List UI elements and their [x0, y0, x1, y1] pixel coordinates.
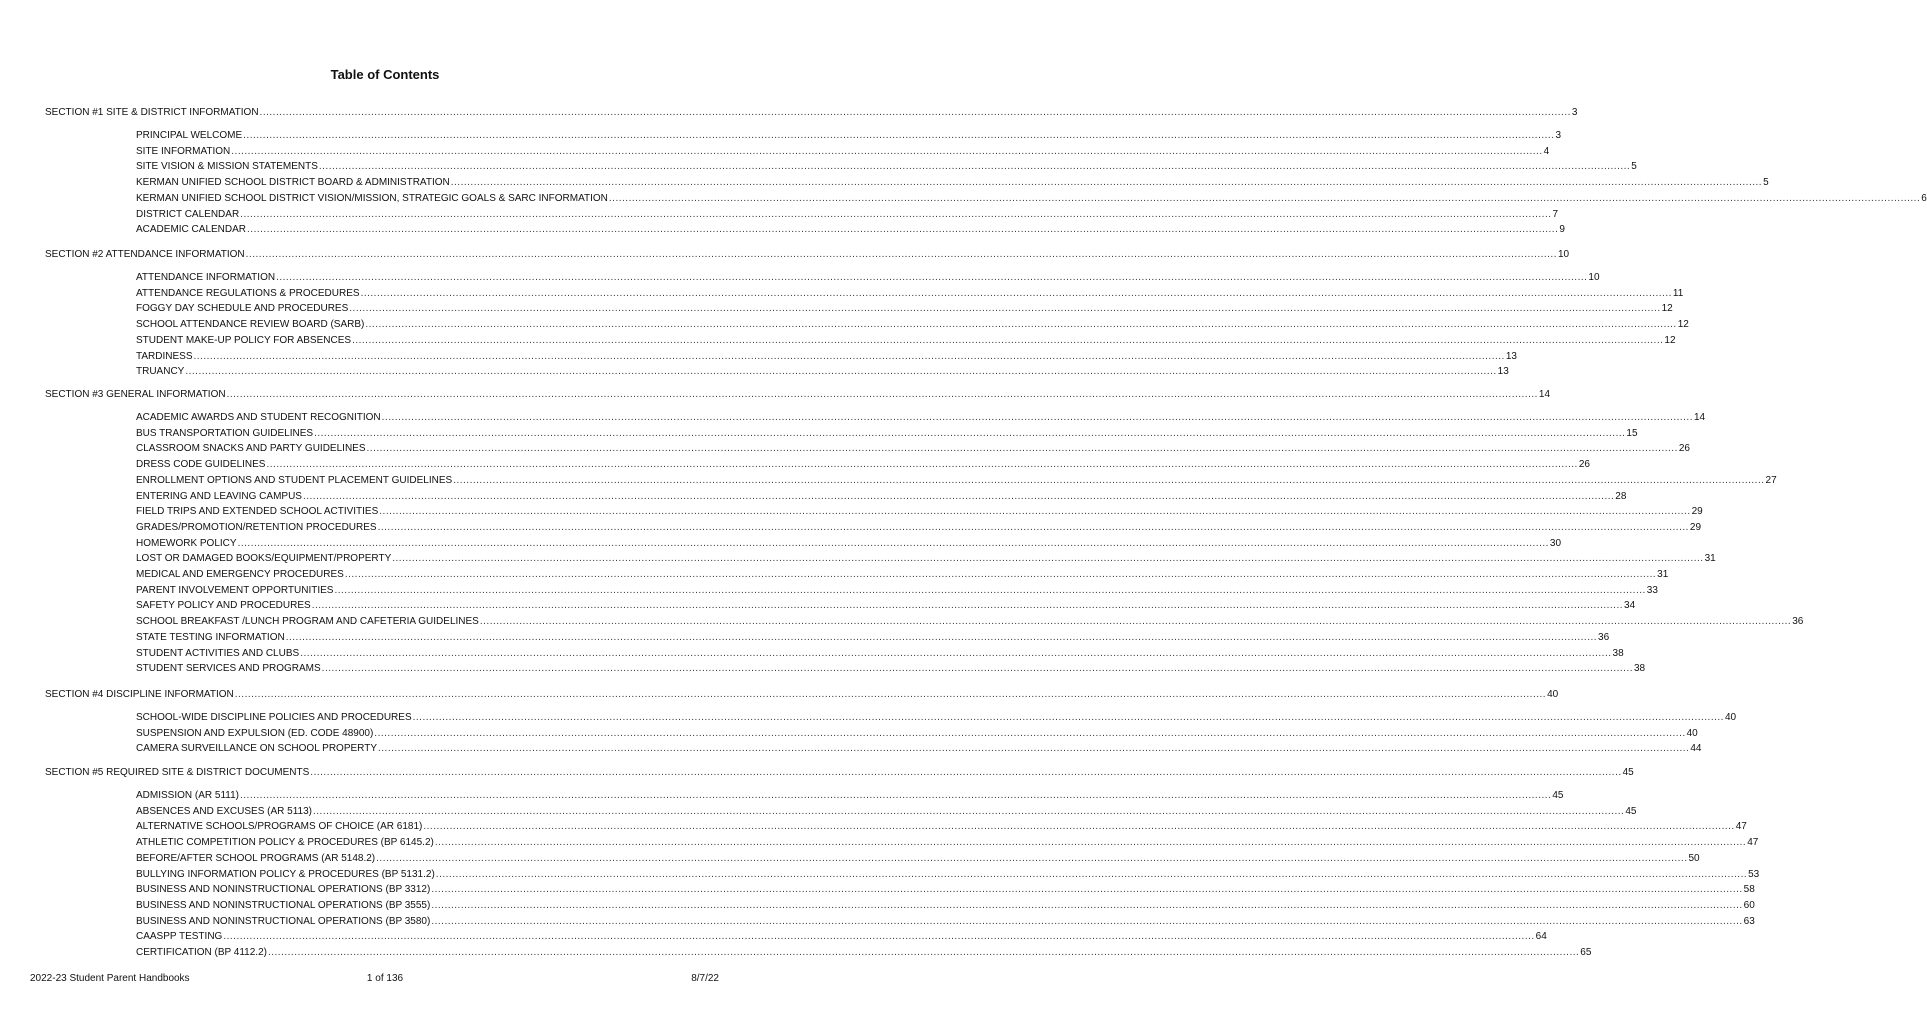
toc-entry-page-number: 28	[1615, 491, 1627, 502]
toc-entry-page-number: 12	[1664, 335, 1676, 346]
toc-entry-label: SITE INFORMATION	[136, 146, 231, 157]
toc-entry-page-number: 38	[1634, 663, 1646, 674]
toc-entry-page-number: 13	[1505, 351, 1517, 362]
dot-leader: ................................................................................................................................................................................................................................................................................................................................................................................................................	[276, 272, 1588, 283]
toc-entry-label: PRINCIPAL WELCOME	[136, 130, 243, 141]
toc-entry-page-number: 33	[1646, 585, 1658, 596]
dot-leader: ................................................................................................................................................................................................................................................................................................................................................................................................................	[314, 428, 1626, 439]
toc-entry[interactable]	[136, 585, 1658, 597]
toc-entry-label: KERMAN UNIFIED SCHOOL DISTRICT VISION/MISSION, STRATEGIC GOALS & SARC INFORMATION	[136, 193, 608, 204]
toc-entry[interactable]	[136, 728, 1698, 740]
toc-entry[interactable]	[136, 209, 1559, 221]
toc-entry-label: GRADES/PROMOTION/RETENTION PROCEDURES	[136, 522, 377, 533]
dot-leader: ................................................................................................................................................................................................................................................................................................................................................................................................................	[240, 790, 1552, 801]
toc-entry-label: BUSINESS AND NONINSTRUCTIONAL OPERATIONS (BP 3555)	[136, 900, 431, 911]
toc-entry[interactable]	[136, 837, 1759, 849]
toc-entry-page-number: 40	[1724, 712, 1737, 723]
toc-entry[interactable]	[136, 303, 1673, 315]
toc-entry[interactable]	[136, 459, 1590, 471]
toc-entry-label: TARDINESS	[136, 351, 193, 362]
dot-leader: ................................................................................................................................................................................................................................................................................................................................................................................................................	[266, 459, 1578, 470]
toc-entry-page-number: 60	[1743, 900, 1755, 911]
dot-leader: ................................................................................................................................................................................................................................................................................................................................................................................................................	[318, 161, 1631, 172]
toc-entry-label: SCHOOL ATTENDANCE REVIEW BOARD (SARB)	[136, 319, 365, 330]
toc-entry-label: SCHOOL-WIDE DISCIPLINE POLICIES AND PROCEDURES	[136, 712, 412, 723]
toc-entry-label: ALTERNATIVE SCHOOLS/PROGRAMS OF CHOICE (AR 6181)	[136, 821, 423, 832]
dot-leader: ................................................................................................................................................................................................................................................................................................................................................................................................................	[352, 335, 1664, 346]
toc-entry[interactable]	[136, 790, 1564, 802]
toc-entry-page-number: 10	[1588, 272, 1600, 283]
toc-section-entry-label: SECTION #1 SITE & DISTRICT INFORMATION	[45, 107, 259, 118]
toc-entry-label: STUDENT ACTIVITIES AND CLUBS	[136, 648, 300, 659]
toc-entry-label: STUDENT MAKE-UP POLICY FOR ABSENCES	[136, 335, 352, 346]
dot-leader: ................................................................................................................................................................................................................................................................................................................................................................................................................	[608, 193, 1921, 204]
page-title: Table of Contents	[330, 67, 440, 82]
dot-leader: ................................................................................................................................................................................................................................................................................................................................................................................................................	[431, 900, 1743, 911]
toc-entry-page-number: 30	[1549, 538, 1562, 549]
dot-leader: ................................................................................................................................................................................................................................................................................................................................................................................................................	[226, 389, 1538, 400]
toc-entry-page-number: 5	[1763, 177, 1769, 188]
toc-entry-label: MEDICAL AND EMERGENCY PROCEDURES	[136, 569, 344, 580]
dot-leader: ................................................................................................................................................................................................................................................................................................................................................................................................................	[435, 869, 1748, 880]
dot-leader: ................................................................................................................................................................................................................................................................................................................................................................................................................	[431, 884, 1743, 895]
toc-entry-page-number: 38	[1612, 648, 1624, 659]
toc-entry-page-number: 47	[1735, 821, 1747, 832]
dot-leader: ................................................................................................................................................................................................................................................................................................................................................................................................................	[240, 209, 1552, 220]
toc-entry[interactable]	[136, 616, 1804, 628]
toc-entry-page-number: 7	[1552, 209, 1559, 220]
toc-entry[interactable]	[136, 600, 1636, 612]
toc-entry-label: BULLYING INFORMATION POLICY & PROCEDURES (BP 5131.2)	[136, 869, 435, 880]
dot-leader: ................................................................................................................................................................................................................................................................................................................................................................................................................	[366, 443, 1678, 454]
dot-leader: ................................................................................................................................................................................................................................................................................................................................................................................................................	[381, 412, 1693, 423]
toc-entry[interactable]	[136, 272, 1600, 284]
dot-leader: ................................................................................................................................................................................................................................................................................................................................................................................................................	[431, 916, 1743, 927]
toc-entry-page-number: 6	[1921, 193, 1927, 204]
toc-entry-page-number: 34	[1624, 600, 1636, 611]
toc-entry-page-number: 29	[1691, 506, 1703, 517]
toc-entry-label: ADMISSION (AR 5111)	[136, 790, 239, 801]
toc-entry[interactable]	[136, 931, 1547, 943]
toc-entry[interactable]	[136, 884, 1755, 896]
dot-leader: ................................................................................................................................................................................................................................................................................................................................................................................................................	[313, 806, 1625, 817]
toc-entry[interactable]	[136, 538, 1562, 550]
toc-entry-label: CAASPP TESTING	[136, 931, 223, 942]
dot-leader: ................................................................................................................................................................................................................................................................................................................................................................................................................	[237, 538, 1549, 549]
toc-section-entry-page-number: 45	[1622, 767, 1634, 778]
toc-entry[interactable]	[136, 161, 1637, 173]
dot-leader: ................................................................................................................................................................................................................................................................................................................................................................................................................	[234, 689, 1547, 700]
toc-entry-page-number: 40	[1686, 728, 1698, 739]
toc-entry-page-number: 13	[1497, 366, 1509, 377]
toc-entry-label: LOST OR DAMAGED BOOKS/EQUIPMENT/PROPERTY	[136, 553, 392, 564]
dot-leader: ................................................................................................................................................................................................................................................................................................................................................................................................................	[247, 224, 1559, 235]
toc-entry-label: ACADEMIC AWARDS AND STUDENT RECOGNITION	[136, 412, 381, 423]
toc-entry-page-number: 14	[1693, 412, 1706, 423]
dot-leader: ................................................................................................................................................................................................................................................................................................................................................................................................................	[434, 837, 1747, 848]
toc-entry[interactable]	[136, 869, 1760, 881]
toc-entry-page-number: 26	[1578, 459, 1590, 470]
dot-leader: ................................................................................................................................................................................................................................................................................................................................................................................................................	[300, 648, 1612, 659]
toc-entry-label: SITE VISION & MISSION STATEMENTS	[136, 161, 318, 172]
dot-leader: ................................................................................................................................................................................................................................................................................................................................................................................................................	[450, 177, 1763, 188]
toc-entry[interactable]	[136, 648, 1624, 660]
dot-leader: ................................................................................................................................................................................................................................................................................................................................................................................................................	[379, 506, 1691, 517]
dot-leader: ................................................................................................................................................................................................................................................................................................................................................................................................................	[365, 319, 1677, 330]
toc-entry[interactable]	[136, 412, 1706, 424]
toc-entry[interactable]	[136, 319, 1689, 331]
toc-entry-label: STATE TESTING INFORMATION	[136, 632, 285, 643]
toc-entry-label: ACADEMIC CALENDAR	[136, 224, 247, 235]
dot-leader: ................................................................................................................................................................................................................................................................................................................................................................................................................	[321, 663, 1633, 674]
toc-entry-label: ATTENDANCE REGULATIONS & PROCEDURES	[136, 288, 360, 299]
toc-entry-page-number: 58	[1743, 884, 1755, 895]
dot-leader: ................................................................................................................................................................................................................................................................................................................................................................................................................	[378, 743, 1690, 754]
toc-entry[interactable]	[136, 569, 1669, 581]
toc-section-entry-page-number: 10	[1557, 249, 1570, 260]
dot-leader: ................................................................................................................................................................................................................................................................................................................................................................................................................	[185, 366, 1497, 377]
dot-leader: ................................................................................................................................................................................................................................................................................................................................................................................................................	[344, 569, 1657, 580]
toc-section-entry[interactable]	[45, 689, 1559, 701]
dot-leader: ................................................................................................................................................................................................................................................................................................................................................................................................................	[479, 616, 1792, 627]
toc-entry-label: ABSENCES AND EXCUSES (AR 5113)	[136, 806, 312, 817]
toc-entry-label: CERTIFICATION (BP 4112.2)	[136, 947, 267, 958]
dot-leader: ................................................................................................................................................................................................................................................................................................................................................................................................................	[285, 632, 1598, 643]
toc-entry-page-number: 12	[1677, 319, 1689, 330]
toc-entry-label: SAFETY POLICY AND PROCEDURES	[136, 600, 311, 611]
toc-section-entry[interactable]	[45, 107, 1578, 119]
toc-entry-page-number: 36	[1598, 632, 1610, 643]
toc-entry-page-number: 15	[1626, 428, 1638, 439]
toc-entry-page-number: 5	[1631, 161, 1637, 172]
toc-entry-page-number: 45	[1625, 806, 1637, 817]
toc-entry-page-number: 11	[1672, 288, 1684, 299]
dot-leader: ................................................................................................................................................................................................................................................................................................................................................................................................................	[267, 947, 1580, 958]
dot-leader: ................................................................................................................................................................................................................................................................................................................................................................................................................	[423, 821, 1735, 832]
toc-entry-page-number: 3	[1555, 130, 1562, 141]
toc-entry-page-number: 12	[1661, 303, 1673, 314]
dot-leader: ................................................................................................................................................................................................................................................................................................................................................................................................................	[302, 491, 1615, 502]
toc-entry[interactable]	[136, 443, 1690, 455]
toc-entry[interactable]	[136, 806, 1637, 818]
toc-entry[interactable]	[136, 351, 1517, 363]
toc-entry[interactable]	[136, 193, 1927, 205]
toc-entry[interactable]	[136, 491, 1627, 503]
toc-entry-page-number: 31	[1704, 553, 1716, 564]
toc-entry[interactable]	[136, 366, 1509, 378]
toc-entry[interactable]	[136, 947, 1592, 959]
toc-entry-label: CAMERA SURVEILLANCE ON SCHOOL PROPERTY	[136, 743, 377, 754]
toc-entry-page-number: 53	[1748, 869, 1760, 880]
toc-section-entry-label: SECTION #4 DISCIPLINE INFORMATION	[45, 689, 234, 700]
toc-entry-page-number: 36	[1792, 616, 1804, 627]
toc-entry-page-number: 31	[1657, 569, 1669, 580]
toc-entry-page-number: 44	[1690, 743, 1702, 754]
toc-entry-page-number: 26	[1678, 443, 1690, 454]
dot-leader: ................................................................................................................................................................................................................................................................................................................................................................................................................	[193, 351, 1505, 362]
dot-leader: ................................................................................................................................................................................................................................................................................................................................................................................................................	[374, 728, 1686, 739]
toc-entry-label: PARENT INVOLVEMENT OPPORTUNITIES	[136, 585, 334, 596]
toc-entry-page-number: 47	[1747, 837, 1759, 848]
dot-leader: ................................................................................................................................................................................................................................................................................................................................................................................................................	[311, 600, 1624, 611]
toc-entry-label: ENTERING AND LEAVING CAMPUS	[136, 491, 302, 502]
toc-entry[interactable]	[136, 632, 1610, 644]
dot-leader: ................................................................................................................................................................................................................................................................................................................................................................................................................	[392, 553, 1704, 564]
toc-section-entry-label: SECTION #2 ATTENDANCE INFORMATION	[45, 249, 245, 260]
dot-leader: ................................................................................................................................................................................................................................................................................................................................................................................................................	[376, 853, 1688, 864]
toc-entry-label: ATHLETIC COMPETITION POLICY & PROCEDURES (BP 6145.2)	[136, 837, 434, 848]
toc-entry[interactable]	[136, 475, 1777, 487]
dot-leader: ................................................................................................................................................................................................................................................................................................................................................................................................................	[223, 931, 1535, 942]
toc-entry-label: STUDENT SERVICES AND PROGRAMS	[136, 663, 321, 674]
toc-entry-label: ATTENDANCE INFORMATION	[136, 272, 276, 283]
toc-entry-label: TRUANCY	[136, 366, 185, 377]
toc-entry[interactable]	[136, 428, 1638, 440]
toc-entry-page-number: 64	[1535, 931, 1547, 942]
toc-entry[interactable]	[136, 288, 1684, 300]
toc-entry[interactable]	[136, 177, 1769, 189]
toc-entry-label: HOMEWORK POLICY	[136, 538, 237, 549]
toc-section-entry[interactable]	[45, 767, 1634, 779]
dot-leader: ................................................................................................................................................................................................................................................................................................................................................................................................................	[334, 585, 1646, 596]
dot-leader: ................................................................................................................................................................................................................................................................................................................................................................................................................	[377, 522, 1689, 533]
toc-entry-label: BEFORE/AFTER SCHOOL PROGRAMS (AR 5148.2)	[136, 853, 376, 864]
toc-entry-page-number: 45	[1552, 790, 1564, 801]
toc-entry-label: BUS TRANSPORTATION GUIDELINES	[136, 428, 314, 439]
toc-entry[interactable]	[136, 712, 1737, 724]
toc-entry[interactable]	[136, 743, 1702, 755]
toc-entry-label: BUSINESS AND NONINSTRUCTIONAL OPERATIONS (BP 3580)	[136, 916, 431, 927]
toc-entry-label: SUSPENSION AND EXPULSION (ED. CODE 48900)	[136, 728, 374, 739]
toc-entry-page-number: 27	[1765, 475, 1777, 486]
toc-entry-label: CLASSROOM SNACKS AND PARTY GUIDELINES	[136, 443, 366, 454]
toc-entry[interactable]	[136, 146, 1550, 158]
toc-entry-label: DRESS CODE GUIDELINES	[136, 459, 266, 470]
dot-leader: ................................................................................................................................................................................................................................................................................................................................................................................................................	[259, 107, 1571, 118]
dot-leader: ................................................................................................................................................................................................................................................................................................................................................................................................................	[360, 288, 1672, 299]
toc-entry[interactable]	[136, 130, 1562, 142]
dot-leader: ................................................................................................................................................................................................................................................................................................................................................................................................................	[412, 712, 1724, 723]
toc-entry[interactable]	[136, 821, 1747, 833]
toc-entry-page-number: 9	[1559, 224, 1565, 235]
toc-entry-label: FOGGY DAY SCHEDULE AND PROCEDURES	[136, 303, 349, 314]
toc-entry[interactable]	[136, 663, 1646, 675]
toc-entry-page-number: 4	[1543, 146, 1550, 157]
dot-leader: ................................................................................................................................................................................................................................................................................................................................................................................................................	[243, 130, 1555, 141]
toc-entry-label: BUSINESS AND NONINSTRUCTIONAL OPERATIONS (BP 3312)	[136, 884, 431, 895]
toc-entry[interactable]	[136, 224, 1565, 236]
footer-date: 8/7/22	[691, 973, 719, 984]
dot-leader: ................................................................................................................................................................................................................................................................................................................................................................................................................	[231, 146, 1543, 157]
footer-left: 2022-23 Student Parent Handbooks	[30, 973, 190, 984]
toc-section-entry[interactable]	[45, 249, 1570, 261]
toc-section-entry[interactable]	[45, 389, 1551, 401]
toc-entry[interactable]	[136, 916, 1755, 928]
dot-leader: ................................................................................................................................................................................................................................................................................................................................................................................................................	[349, 303, 1661, 314]
toc-entry-page-number: 50	[1688, 853, 1700, 864]
toc-entry[interactable]	[136, 522, 1702, 534]
dot-leader: ................................................................................................................................................................................................................................................................................................................................................................................................................	[310, 767, 1622, 778]
toc-entry[interactable]	[136, 900, 1755, 912]
toc-entry[interactable]	[136, 553, 1716, 565]
toc-section-entry-page-number: 3	[1571, 107, 1578, 118]
toc-entry-page-number: 65	[1580, 947, 1592, 958]
toc-entry-label: ENROLLMENT OPTIONS AND STUDENT PLACEMENT GUIDELINES	[136, 475, 453, 486]
toc-section-entry-page-number: 14	[1538, 389, 1551, 400]
toc-entry[interactable]	[136, 506, 1703, 518]
toc-entry-label: KERMAN UNIFIED SCHOOL DISTRICT BOARD & ADMINISTRATION	[136, 177, 450, 188]
toc-entry[interactable]	[136, 853, 1700, 865]
toc-entry[interactable]	[136, 335, 1676, 347]
toc-section-entry-label: SECTION #3 GENERAL INFORMATION	[45, 389, 226, 400]
toc-entry-label: DISTRICT CALENDAR	[136, 209, 240, 220]
dot-leader: ................................................................................................................................................................................................................................................................................................................................................................................................................	[453, 475, 1765, 486]
dot-leader: ................................................................................................................................................................................................................................................................................................................................................................................................................	[245, 249, 1557, 260]
toc-entry-label: SCHOOL BREAKFAST /LUNCH PROGRAM AND CAFETERIA GUIDELINES	[136, 616, 479, 627]
toc-section-entry-label: SECTION #5 REQUIRED SITE & DISTRICT DOCUMENTS	[45, 767, 310, 778]
toc-entry-label: FIELD TRIPS AND EXTENDED SCHOOL ACTIVITIES	[136, 506, 379, 517]
toc-entry-page-number: 29	[1689, 522, 1702, 533]
toc-section-entry-page-number: 40	[1547, 689, 1559, 700]
page-number: 1 of 136	[366, 973, 404, 984]
toc-entry-page-number: 63	[1743, 916, 1755, 927]
